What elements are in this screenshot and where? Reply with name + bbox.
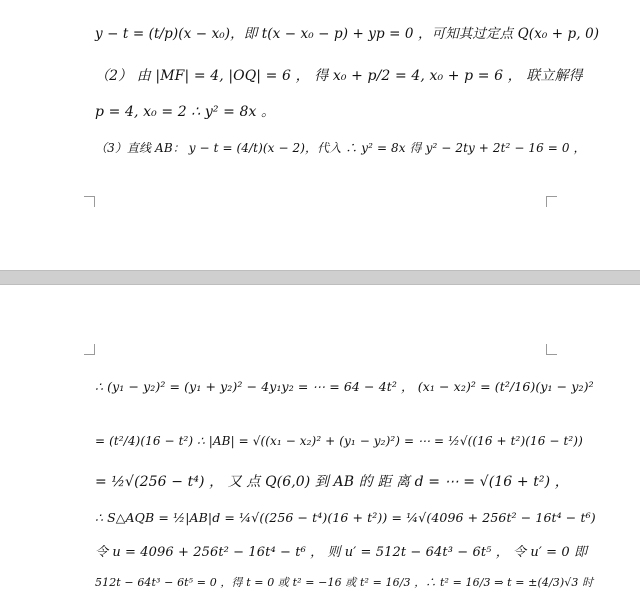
margin-corner-bottom-left [84, 196, 95, 207]
margin-corner-top-right [546, 344, 557, 355]
solution-line-8: ∴ S△AQB = ½|AB|d = ¼√((256 − t⁴)(16 + t²)) = ¼√(4096 + 256t² − 16t⁴ − t⁶) [95, 510, 596, 525]
margin-corner-top-left [84, 344, 95, 355]
document-page-1 [0, 0, 640, 270]
document-page-2 [0, 285, 640, 605]
solution-line-1: y − t = (t/p)(x − x₀)，即 t(x − x₀ − p) + yp = 0 ，可知其过定点 Q(x₀ + p, 0) [95, 26, 600, 42]
solution-line-10: 512t − 64t³ − 6t⁵ = 0 ，得 t = 0 或 t² = −16 或 t² = 16/3 ，∴ t² = 16/3 ⇒ t = ±(4/3)√3 时 [95, 576, 594, 589]
solution-line-5: ∴ (y₁ − y₂)² = (y₁ + y₂)² − 4y₁y₂ = ⋯ = 64 − 4t² ， (x₁ − x₂)² = (t²/16)(y₁ − y₂)² [95, 379, 594, 394]
page-separator [0, 270, 640, 285]
solution-line-2: （2） 由 |MF| = 4, |OQ| = 6 ， 得 x₀ + p/2 = 4, x₀ + p = 6 ， 联立解得 [95, 68, 583, 84]
margin-corner-bottom-right [546, 196, 557, 207]
solution-line-4: （3）直线 AB： y − t = (4/t)(x − 2)，代入 ∴ y² = 8x 得 y² − 2ty + 2t² − 16 = 0 ， [95, 141, 586, 155]
solution-line-6: = (t²/4)(16 − t²) ∴ |AB| = √((x₁ − x₂)² + (y₁ − y₂)²) = ⋯ = ½√((16 + t²)(16 − t²)) [95, 434, 583, 448]
solution-line-3: p = 4, x₀ = 2 ∴ y² = 8x 。 [95, 104, 276, 120]
solution-line-7: = ½√(256 − t⁴) ， 又 点 Q(6,0) 到 AB 的 距 离 d = ⋯ = √(16 + t²) ， [95, 474, 569, 490]
solution-line-9: 令 u = 4096 + 256t² − 16t⁴ − t⁶ ， 则 u′ = 512t − 64t³ − 6t⁵ ， 令 u′ = 0 即 [95, 545, 588, 560]
